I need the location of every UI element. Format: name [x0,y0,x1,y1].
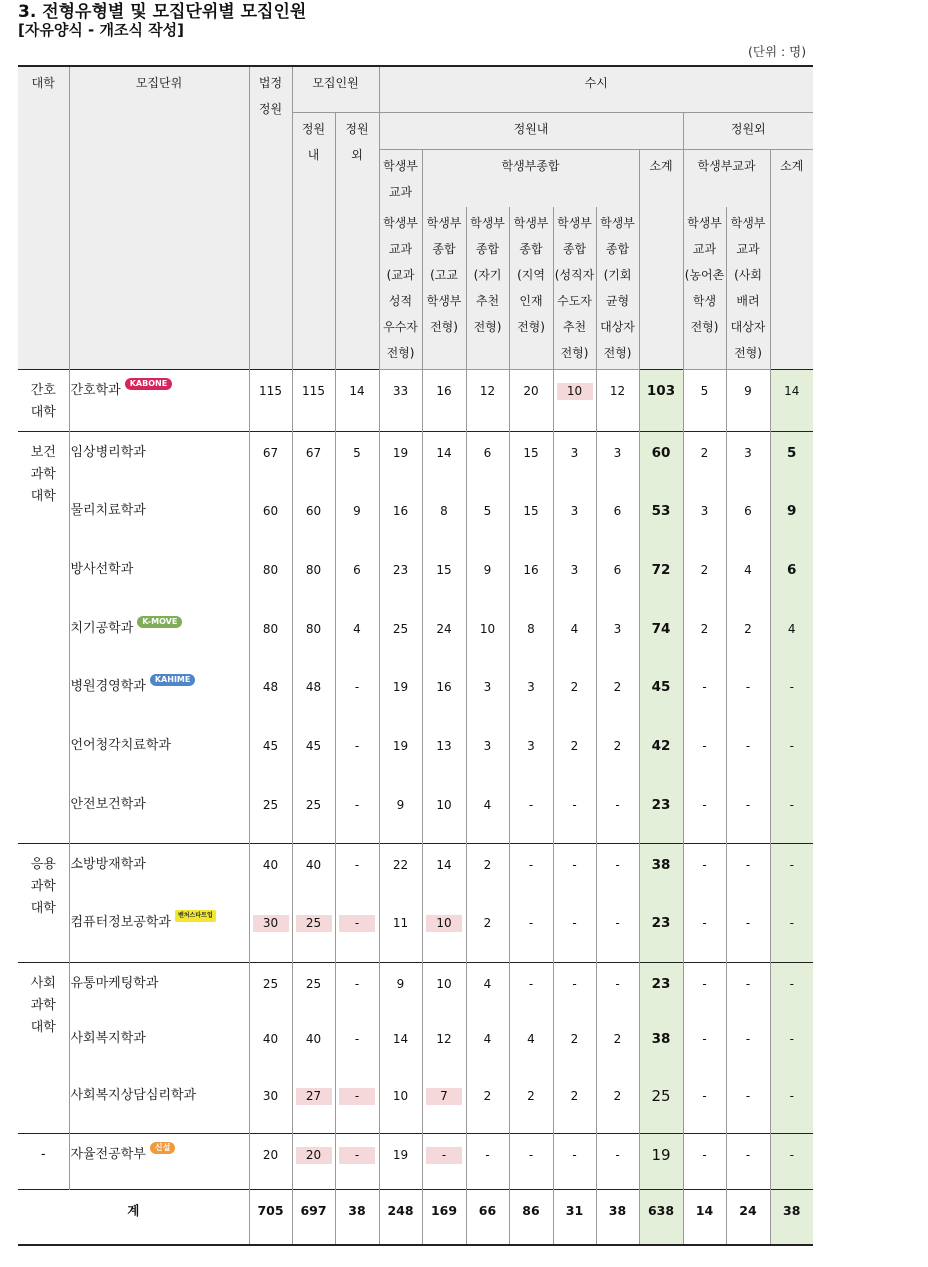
in-quota [292,902,335,962]
header-recruit: 모집인원 [292,66,379,112]
unit-label: 컴퓨터정보공학과 [70,915,171,930]
unit-label: 안전보건학과 [70,797,146,812]
header-c5: 학생부 종합 (성직자 수도자 추천 전형) [553,207,596,369]
in-quota-track-1: 11 [379,902,422,962]
unit-name [69,962,249,1018]
header-c2: 학생부 종합 (고교 학생부 전형) [422,207,466,369]
program-badge: KABONE [125,378,172,390]
header-c1: 학생부 교과 (교과 성적 우수자 전형) [379,207,422,369]
unit-name [69,608,249,666]
out-quota-track-1: 5 [683,369,726,431]
in-quota-track-4: 16 [509,549,553,608]
header-c6: 학생부 종합 (기회 균형 대상자 전형) [596,207,639,369]
out-quota-subtotal: 4 [770,608,813,666]
in-quota-track-1: 22 [379,843,422,902]
in-quota: 60 [292,490,335,549]
college-name: 간호 대학 [18,369,69,431]
in-quota-track-4: - [509,962,553,1018]
header-legal: 법정 정원 [249,66,292,369]
in-quota: 25 [292,962,335,1018]
in-quota: 80 [292,549,335,608]
unit-name [69,725,249,784]
in-quota-track-1: 23 [379,549,422,608]
in-quota-track-3: 3 [466,725,509,784]
in-quota-track-3: - [466,1133,509,1189]
out-quota-track-2: - [726,1133,770,1189]
table-row [18,1018,813,1075]
college-name: 사회 과학 대학 [18,962,69,1133]
out-quota: 6 [335,549,379,608]
in-quota-track-1: 14 [379,1018,422,1075]
legal-quota: 80 [249,549,292,608]
total-subtotal: 638 [639,1189,683,1245]
header-univ: 대학 [18,66,69,369]
total-out-subtotal: 38 [770,1189,813,1245]
highlight-mark: 7 [426,1088,462,1105]
out-quota-track-1: - [683,843,726,902]
highlight-mark: - [426,1147,462,1164]
highlight-mark: - [339,1147,375,1164]
in-quota-track-6: 2 [596,1018,639,1075]
in-quota-track-3: 4 [466,1018,509,1075]
out-quota-track-2: 3 [726,431,770,490]
unit-label: (단위 : 명) [748,44,807,59]
in-quota-track-6: - [596,843,639,902]
in-quota-track-2 [422,1075,466,1133]
unit-name [69,843,249,902]
in-quota-track-1: 9 [379,784,422,843]
in-quota-track-4: 20 [509,369,553,431]
total-track-2: 169 [422,1189,466,1245]
out-quota: - [335,784,379,843]
out-quota-track-1: - [683,1075,726,1133]
legal-quota: 20 [249,1133,292,1189]
in-quota-track-3: 4 [466,962,509,1018]
out-quota-subtotal: - [770,784,813,843]
out-quota-track-1: - [683,962,726,1018]
in-quota: 48 [292,666,335,725]
out-quota-track-2: - [726,843,770,902]
out-quota: 5 [335,431,379,490]
in-quota-subtotal: 53 [639,490,683,549]
in-quota-track-1: 33 [379,369,422,431]
highlight-mark: - [339,1088,375,1105]
unit-label: 유통마케팅학과 [70,975,159,991]
out-quota-track-1: 2 [683,549,726,608]
in-quota-track-6: 3 [596,608,639,666]
table-row [18,490,813,549]
table-row [18,666,813,725]
legal-quota: 45 [249,725,292,784]
in-quota-track-3: 9 [466,549,509,608]
unit-label: 사회복지상담심리학과 [70,1088,197,1103]
recruitment-table [18,65,813,1246]
unit-label: 자율전공학부 [70,1146,146,1162]
in-quota-track-5: - [553,902,596,962]
in-quota-track-5: 2 [553,666,596,725]
legal-quota: 80 [249,608,292,666]
unit-label: 치기공학과 [70,621,134,636]
table-row [18,843,813,902]
header-susi: 수시 [379,66,813,112]
total-out-track-1: 14 [683,1189,726,1245]
out-quota-track-1: - [683,1133,726,1189]
in-quota-subtotal: 72 [639,549,683,608]
table-row [18,1075,813,1133]
out-quota-track-1: 2 [683,431,726,490]
in-quota-track-6: 12 [596,369,639,431]
header-c3: 학생부 종합 (자기 추천 전형) [466,207,509,369]
program-badge: 벤처스타트업 [175,910,216,922]
header-c7: 학생부 교과 (농어촌 학생 전형) [683,207,726,369]
out-quota-track-2: - [726,1018,770,1075]
header-c8: 학생부 교과 (사회 배려 대상자 전형) [726,207,770,369]
in-quota-track-6: - [596,902,639,962]
in-quota: 40 [292,843,335,902]
unit-label: 임상병리학과 [70,444,146,460]
unit-label: 병원경영학과 [70,679,146,694]
in-quota-track-4: 4 [509,1018,553,1075]
unit-name [69,1018,249,1075]
in-quota-track-2: 10 [422,784,466,843]
table-row [18,902,813,962]
out-quota-track-2: - [726,962,770,1018]
unit-label: 언어청각치료학과 [70,738,171,753]
legal-quota: 67 [249,431,292,490]
in-quota-subtotal: 25 [639,1075,683,1133]
in-quota-track-4: 8 [509,608,553,666]
header-unit: 모집단위 [69,66,249,369]
in-quota-track-3: 4 [466,784,509,843]
in-quota-track-1: 19 [379,431,422,490]
table-body [18,369,813,1245]
header-susi-in: 정원내 [379,112,683,149]
total-track-5: 31 [553,1189,596,1245]
in-quota-track-6: - [596,1133,639,1189]
in-quota-track-6: 2 [596,725,639,784]
in-quota-track-5: - [553,1133,596,1189]
header-hb-gyogwa-out: 학생부교과 [683,149,770,207]
in-quota [292,1133,335,1189]
out-quota-subtotal: - [770,1018,813,1075]
in-quota-track-1: 25 [379,608,422,666]
in-quota [292,1075,335,1133]
out-quota [335,1133,379,1189]
out-quota-track-2: 6 [726,490,770,549]
unit-name [69,666,249,725]
in-quota-track-2: 16 [422,666,466,725]
in-quota-track-4: 15 [509,431,553,490]
in-quota: 80 [292,608,335,666]
in-quota: 67 [292,431,335,490]
in-quota-track-4: 3 [509,725,553,784]
in-quota-subtotal: 23 [639,902,683,962]
out-quota-track-1: - [683,902,726,962]
out-quota-subtotal: - [770,962,813,1018]
in-quota-track-5: 2 [553,725,596,784]
table-row [18,784,813,843]
out-quota-track-1: - [683,784,726,843]
unit-name [69,490,249,549]
in-quota: 40 [292,1018,335,1075]
out-quota-subtotal: 6 [770,549,813,608]
unit-label: 간호학과 [70,382,121,398]
section-subtitle: [자유양식 - 개조식 작성] [18,21,185,39]
out-quota-subtotal: - [770,725,813,784]
out-quota: - [335,666,379,725]
out-quota-track-2: 2 [726,608,770,666]
in-quota-track-4: - [509,902,553,962]
in-quota-track-5: - [553,784,596,843]
in-quota-track-1: 19 [379,1133,422,1189]
total-out: 38 [335,1189,379,1245]
in-quota-track-4: 2 [509,1075,553,1133]
college-name: 보건 과학 대학 [18,431,69,843]
in-quota-track-2: 14 [422,431,466,490]
out-quota-subtotal: - [770,1075,813,1133]
out-quota-track-2: - [726,902,770,962]
in-quota-track-2: 10 [422,962,466,1018]
highlight-mark: - [339,915,375,932]
out-quota: - [335,725,379,784]
in-quota-track-3: 5 [466,490,509,549]
highlight-mark: 10 [557,383,593,400]
in-quota-subtotal: 23 [639,784,683,843]
in-quota: 25 [292,784,335,843]
in-quota-track-3: 3 [466,666,509,725]
program-badge: 신설 [150,1142,175,1154]
out-quota-track-1: - [683,725,726,784]
header-susi-out: 정원외 [683,112,813,149]
total-in: 697 [292,1189,335,1245]
in-quota-subtotal: 38 [639,1018,683,1075]
highlight-mark: 20 [296,1147,332,1164]
header-subtotal: 소계 [639,149,683,369]
program-badge: K-MOVE [137,616,182,628]
highlight-mark: 30 [253,915,289,932]
total-legal: 705 [249,1189,292,1245]
program-badge: KAHIME [150,674,196,686]
unit-name [69,369,249,431]
out-quota-subtotal: - [770,666,813,725]
legal-quota: 60 [249,490,292,549]
in-quota-track-2: 14 [422,843,466,902]
college-name: - [18,1133,69,1189]
highlight-mark: 25 [296,915,332,932]
in-quota-track-5: 3 [553,431,596,490]
out-quota: 14 [335,369,379,431]
in-quota-track-4: - [509,1133,553,1189]
unit-label: 사회복지학과 [70,1031,146,1046]
header-hb-jonghap: 학생부종합 [422,149,639,207]
unit-label: 물리치료학과 [70,503,146,518]
in-quota-track-5: 3 [553,549,596,608]
in-quota-subtotal: 23 [639,962,683,1018]
out-quota-subtotal: - [770,902,813,962]
table-row [18,725,813,784]
table-row [18,962,813,1018]
out-quota-track-1: 2 [683,608,726,666]
in-quota-track-2: 24 [422,608,466,666]
out-quota-subtotal: 9 [770,490,813,549]
in-quota: 45 [292,725,335,784]
out-quota-subtotal: - [770,1133,813,1189]
in-quota-track-2 [422,1133,466,1189]
unit-label: 소방방재학과 [70,856,146,872]
header-in-quota: 정원 내 [292,112,335,369]
unit-name [69,1133,249,1189]
legal-quota: 115 [249,369,292,431]
out-quota-track-1: - [683,666,726,725]
in-quota-track-2 [422,902,466,962]
table-row [18,1133,813,1189]
total-out-track-2: 24 [726,1189,770,1245]
in-quota-track-1: 16 [379,490,422,549]
in-quota-track-3: 2 [466,902,509,962]
header-subtotal-out: 소계 [770,149,813,369]
out-quota: 4 [335,608,379,666]
out-quota-track-2: 9 [726,369,770,431]
out-quota-track-2: - [726,725,770,784]
total-label: 계 [18,1189,249,1245]
table-row [18,431,813,490]
header-out-quota: 정원 외 [335,112,379,369]
legal-quota: 30 [249,1075,292,1133]
out-quota: - [335,843,379,902]
unit-name [69,902,249,962]
in-quota-track-5: 2 [553,1018,596,1075]
in-quota-track-1: 9 [379,962,422,1018]
legal-quota: 40 [249,843,292,902]
legal-quota: 25 [249,962,292,1018]
table-row [18,608,813,666]
header-hb-gyogwa: 학생부 교과 [379,149,422,207]
in-quota-track-3: 12 [466,369,509,431]
in-quota-track-2: 15 [422,549,466,608]
legal-quota [249,902,292,962]
out-quota-subtotal: 5 [770,431,813,490]
in-quota-track-6: 2 [596,666,639,725]
in-quota-track-6: 3 [596,431,639,490]
table-row [18,549,813,608]
in-quota-subtotal: 19 [639,1133,683,1189]
college-name: 응용 과학 대학 [18,843,69,962]
in-quota-track-4: 15 [509,490,553,549]
out-quota-track-2: - [726,666,770,725]
out-quota [335,902,379,962]
total-track-1: 248 [379,1189,422,1245]
in-quota-track-5: - [553,843,596,902]
unit-name [69,431,249,490]
in-quota-track-2: 12 [422,1018,466,1075]
in-quota-subtotal: 60 [639,431,683,490]
out-quota-track-1: 3 [683,490,726,549]
in-quota-track-6: 6 [596,490,639,549]
in-quota-track-6: - [596,784,639,843]
in-quota-subtotal: 74 [639,608,683,666]
unit-name [69,784,249,843]
in-quota-track-6: 6 [596,549,639,608]
in-quota-track-5: 4 [553,608,596,666]
out-quota: 9 [335,490,379,549]
unit-name [69,1075,249,1133]
in-quota-track-6: - [596,962,639,1018]
in-quota-track-3: 2 [466,1075,509,1133]
total-track-4: 86 [509,1189,553,1245]
in-quota-track-2: 13 [422,725,466,784]
section-title: 3. 전형유형별 및 모집단위별 모집인원 [18,2,307,22]
in-quota-track-2: 8 [422,490,466,549]
unit-label: 방사선학과 [70,562,134,577]
in-quota-track-4: - [509,843,553,902]
out-quota-subtotal: 14 [770,369,813,431]
in-quota-track-1: 19 [379,725,422,784]
total-row [18,1189,813,1245]
legal-quota: 48 [249,666,292,725]
in-quota-track-4: 3 [509,666,553,725]
legal-quota: 25 [249,784,292,843]
in-quota: 115 [292,369,335,431]
out-quota-track-2: 4 [726,549,770,608]
out-quota-track-1: - [683,1018,726,1075]
highlight-mark: 10 [426,915,462,932]
out-quota: - [335,1018,379,1075]
out-quota-track-2: - [726,1075,770,1133]
in-quota-track-3: 2 [466,843,509,902]
in-quota-subtotal: 42 [639,725,683,784]
header-c4: 학생부 종합 (지역 인재 전형) [509,207,553,369]
out-quota-subtotal: - [770,843,813,902]
highlight-mark: 27 [296,1088,332,1105]
legal-quota: 40 [249,1018,292,1075]
in-quota-subtotal: 45 [639,666,683,725]
in-quota-track-2: 16 [422,369,466,431]
in-quota-track-3: 6 [466,431,509,490]
in-quota-track-5: 3 [553,490,596,549]
in-quota-track-1: 10 [379,1075,422,1133]
in-quota-track-5 [553,369,596,431]
total-track-3: 66 [466,1189,509,1245]
in-quota-track-5: - [553,962,596,1018]
out-quota: - [335,962,379,1018]
out-quota-track-2: - [726,784,770,843]
in-quota-track-4: - [509,784,553,843]
in-quota-track-3: 10 [466,608,509,666]
in-quota-track-6: 2 [596,1075,639,1133]
in-quota-track-1: 19 [379,666,422,725]
table-row [18,369,813,431]
total-track-6: 38 [596,1189,639,1245]
in-quota-subtotal: 103 [639,369,683,431]
in-quota-subtotal: 38 [639,843,683,902]
out-quota [335,1075,379,1133]
unit-name [69,549,249,608]
in-quota-track-5: 2 [553,1075,596,1133]
